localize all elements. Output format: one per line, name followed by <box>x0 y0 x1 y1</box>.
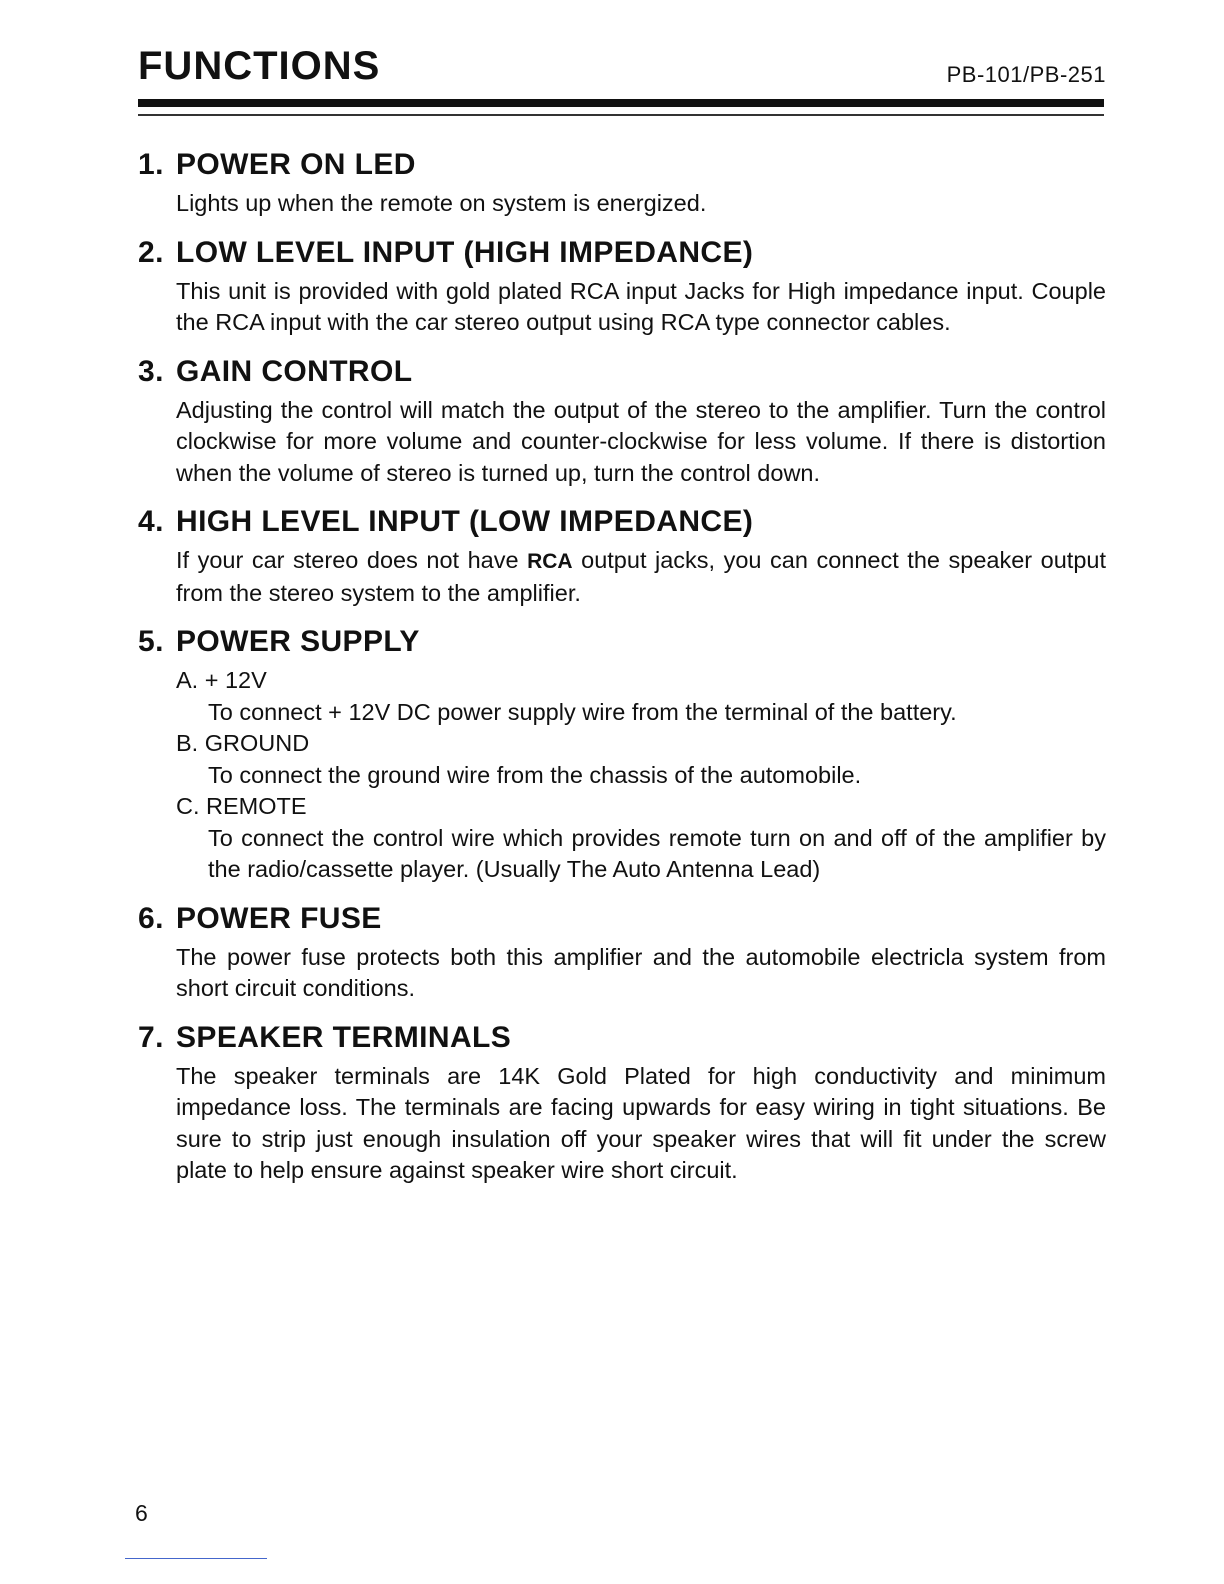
section-number: 6. <box>138 901 164 935</box>
section-title: POWER SUPPLY <box>176 625 420 658</box>
section-title: LOW LEVEL INPUT (HIGH IMPEDANCE) <box>176 235 754 269</box>
section-body: Lights up when the remote on system is energized. <box>176 190 707 216</box>
section-number: 1. <box>138 148 164 181</box>
section-low-level-input <box>138 234 1106 339</box>
section-power-on-led <box>138 146 1106 220</box>
section-heading <box>138 1019 1106 1057</box>
power-supply-items <box>138 665 1106 886</box>
item-desc-ground: To connect the ground wire from the chassis of the automobile. <box>208 761 862 788</box>
section-number: 4. <box>138 505 164 538</box>
section-title: POWER FUSE <box>176 901 382 935</box>
header-rule-thin <box>138 114 1104 116</box>
header-rule-thick <box>138 99 1104 107</box>
section-heading <box>138 234 1106 272</box>
body-text-end: output jacks, you can connect the speaker output from the stereo system to the amplifier. <box>176 547 1106 606</box>
section-body: This unit is provided with gold plated RCA input Jacks for High impedance input. Couple the RCA input with the car stereo output using RCA type connector cables. <box>176 277 1106 335</box>
item-label-12v: A. + 12V <box>176 667 267 693</box>
section-body: The speaker terminals are 14K Gold Plated for high conductivity and minimum impedance loss. The terminals are facing upwards for easy wiring in tight situations. Be sure to strip just enough insulation off your speaker wires that will fit under the screw plate to help ensure against speaker wire short circuit. <box>176 1062 1106 1183</box>
section-speaker-terminals <box>138 1019 1106 1187</box>
section-heading <box>138 623 1106 661</box>
section-number: 2. <box>138 235 164 269</box>
item-desc-12v: To connect + 12V DC power supply wire from the terminal of the battery. <box>208 698 957 725</box>
item-label-ground: B. GROUND <box>176 730 310 756</box>
section-title: HIGH LEVEL INPUT (LOW IMPEDANCE) <box>176 505 754 538</box>
page-title: FUNCTIONS <box>138 44 381 88</box>
section-body <box>176 545 1106 609</box>
item-desc-remote: To connect the control wire which provides remote turn on and off of the amplifier by the radio/cassette player. (Usually The Auto Antenna Lead) <box>208 824 1106 882</box>
section-number: 7. <box>138 1020 164 1054</box>
page-number: 6 <box>135 1500 148 1526</box>
rca-emphasis: RCA <box>527 550 573 573</box>
section-title: GAIN CONTROL <box>176 354 413 388</box>
section-heading <box>138 146 1106 184</box>
section-body: Adjusting the control will match the output of the stereo to the amplifier. Turn the control clockwise for more volume and counter-clockwise for less volume. If there is distortion when the volume of stereo is turned up, turn the control down. <box>176 396 1106 486</box>
section-title: SPEAKER TERMINALS <box>176 1020 512 1054</box>
section-power-supply <box>138 623 1106 886</box>
section-heading <box>138 900 1106 938</box>
section-heading <box>138 503 1106 541</box>
footer-rule <box>125 1558 267 1559</box>
model-number: PB-101/PB-251 <box>946 62 1106 87</box>
functions-list <box>138 146 1106 1201</box>
section-heading <box>138 353 1106 391</box>
section-body: The power fuse protects both this amplifier and the automobile electricla system from short circuit conditions. <box>176 943 1106 1001</box>
section-power-fuse <box>138 900 1106 1005</box>
body-text-start: If your car stereo does not have <box>176 547 528 573</box>
item-label-remote: C. REMOTE <box>176 793 307 819</box>
section-gain-control <box>138 353 1106 490</box>
section-title: POWER ON LED <box>176 148 416 181</box>
section-number: 3. <box>138 354 164 388</box>
section-high-level-input <box>138 503 1106 609</box>
section-number: 5. <box>138 625 164 658</box>
